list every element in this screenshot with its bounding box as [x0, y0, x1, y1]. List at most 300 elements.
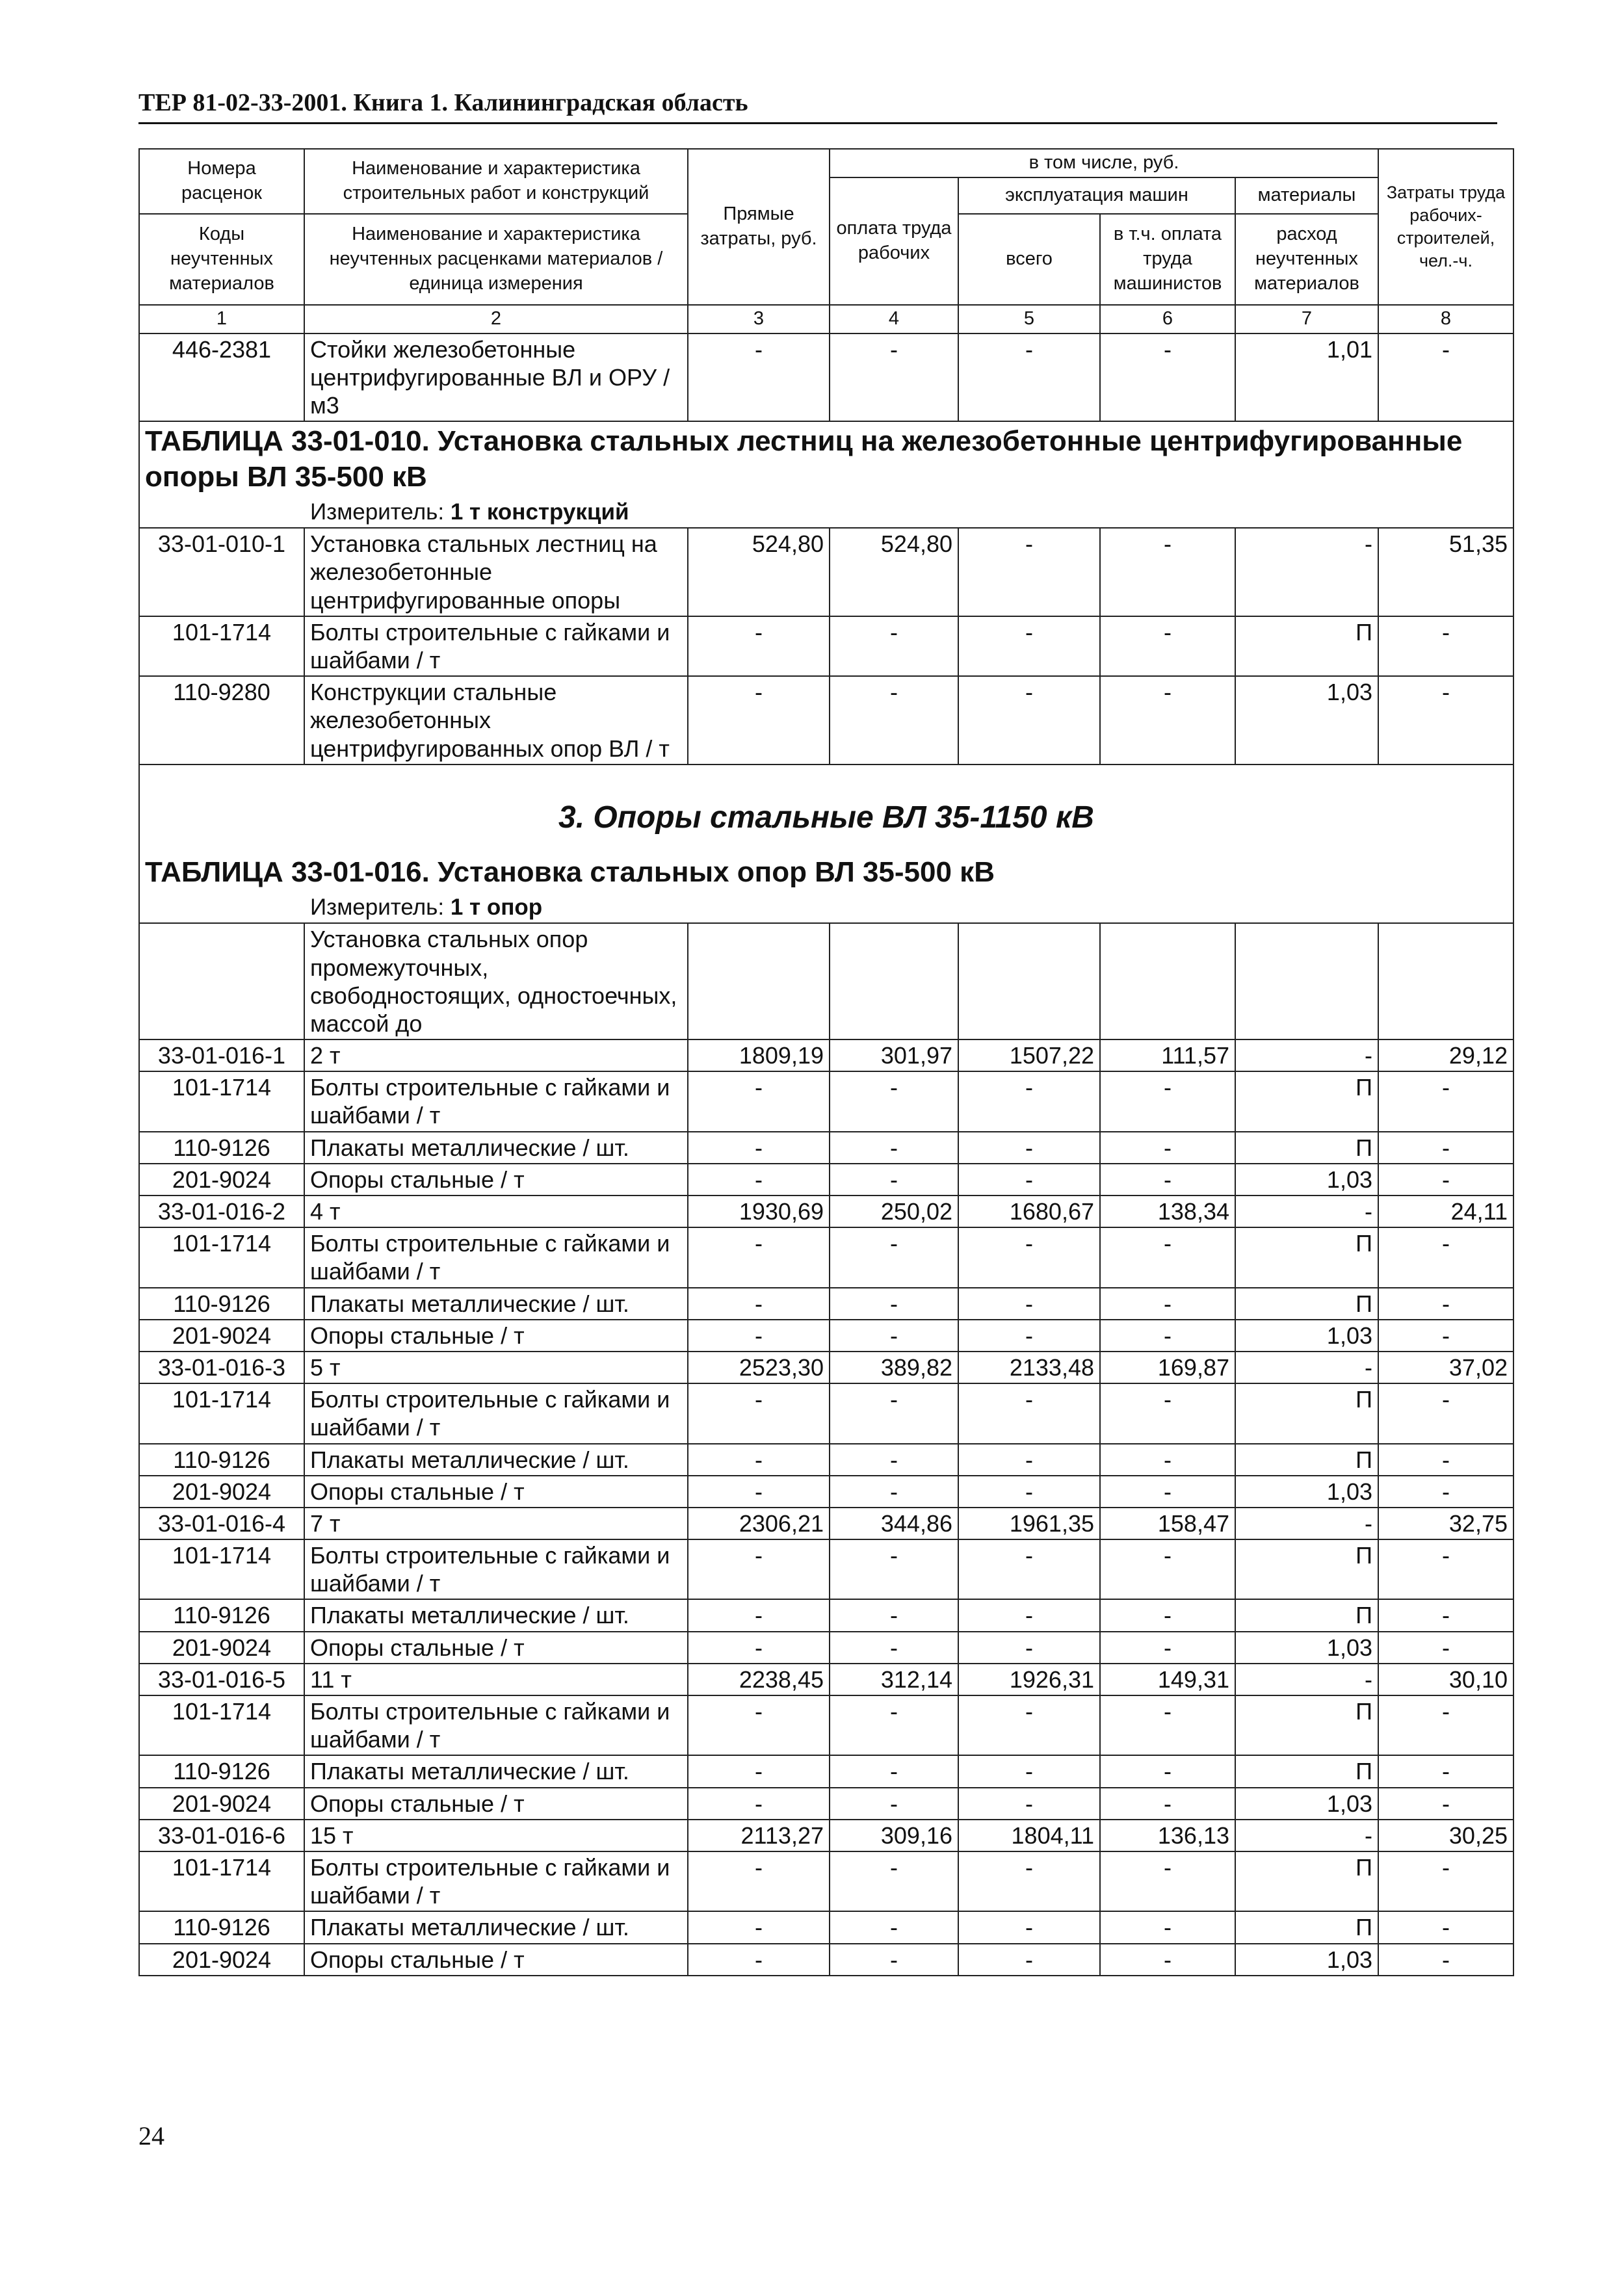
- col-number: 7: [1235, 305, 1378, 333]
- row-machinists: -: [1100, 1476, 1235, 1508]
- row-materials: П: [1235, 1288, 1378, 1320]
- row-labor: -: [830, 1695, 958, 1755]
- row-code: 33-01-016-2: [139, 1196, 304, 1227]
- row-machinists: -: [1100, 1851, 1235, 1911]
- row-name: Болты строительные с гайками и шайбами / т: [304, 1539, 688, 1599]
- row-labor: -: [830, 1288, 958, 1320]
- col-number: 5: [958, 305, 1100, 333]
- row-direct: -: [688, 1227, 830, 1287]
- row-labor: -: [830, 1071, 958, 1131]
- col-number: 3: [688, 305, 830, 333]
- row-code: 101-1714: [139, 1695, 304, 1755]
- row-direct: 1930,69: [688, 1196, 830, 1227]
- row-machines: -: [958, 1599, 1100, 1631]
- row-materials: 1,03: [1235, 1632, 1378, 1664]
- row-direct: -: [688, 1164, 830, 1196]
- row-machines: 1804,11: [958, 1820, 1100, 1851]
- table-010-title: ТАБЛИЦА 33-01-010. Установка стальных лестниц на железобетонные центрифугированные опоры ВЛ 35-500 кВ: [145, 425, 1463, 493]
- table-016-heading: [139, 765, 1513, 924]
- row-machines: -: [958, 1851, 1100, 1911]
- table-016-measure: [310, 894, 1508, 921]
- row-code: 33-01-016-3: [139, 1352, 304, 1383]
- table-row: [139, 1196, 1513, 1227]
- row-materials: П: [1235, 1383, 1378, 1443]
- table-row: [139, 1476, 1513, 1508]
- row-hours: -: [1378, 616, 1513, 676]
- row-code: 110-9126: [139, 1132, 304, 1164]
- row-labor: -: [830, 1444, 958, 1476]
- row-hours: 30,25: [1378, 1820, 1513, 1851]
- row-materials: П: [1235, 1851, 1378, 1911]
- row-machinists: -: [1100, 1444, 1235, 1476]
- row-labor: -: [830, 1944, 958, 1976]
- row-name: Болты строительные с гайками и шайбами / т: [304, 1227, 688, 1287]
- row-code: 446-2381: [139, 333, 304, 422]
- table-row: [139, 1071, 1513, 1131]
- row-name: Плакаты металлические / шт.: [304, 1132, 688, 1164]
- col-number: 8: [1378, 305, 1513, 333]
- table-row: [139, 1944, 1513, 1976]
- row-labor: -: [830, 1476, 958, 1508]
- row-direct: 2306,21: [688, 1508, 830, 1539]
- header-name-bottom: Наименование и характеристика неучтенных расценками материалов / единица измерения: [304, 214, 688, 305]
- row-hours: -: [1378, 1599, 1513, 1631]
- row-direct: 2113,27: [688, 1820, 830, 1851]
- row-name: Опоры стальные / т: [304, 1476, 688, 1508]
- row-name: 11 т: [304, 1664, 688, 1695]
- row-code: 201-9024: [139, 1632, 304, 1664]
- row-machines: -: [958, 1944, 1100, 1976]
- row-code: 33-01-016-1: [139, 1039, 304, 1071]
- row-hours: -: [1378, 1320, 1513, 1352]
- table-row: [139, 1632, 1513, 1664]
- row-direct: -: [688, 1383, 830, 1443]
- row-labor: -: [830, 1320, 958, 1352]
- row-machines: -: [958, 1755, 1100, 1787]
- measure-label: Измеритель:: [310, 895, 445, 921]
- table-row: [139, 1851, 1513, 1911]
- row-materials: П: [1235, 1599, 1378, 1631]
- row-machines: -: [958, 1383, 1100, 1443]
- row-direct: -: [688, 1695, 830, 1755]
- row-hours: -: [1378, 1539, 1513, 1599]
- table-row: [139, 1444, 1513, 1476]
- rate-group: [139, 1039, 1513, 1196]
- row-machinists: -: [1100, 676, 1235, 765]
- table-row: [139, 1132, 1513, 1164]
- table-row: [139, 1664, 1513, 1695]
- row-machinists: -: [1100, 1227, 1235, 1287]
- table-row: [139, 1755, 1513, 1787]
- row-code: 33-01-010-1: [139, 528, 304, 616]
- row-hours: -: [1378, 1755, 1513, 1787]
- row-name: 5 т: [304, 1352, 688, 1383]
- row-hours: -: [1378, 1476, 1513, 1508]
- row-hours: 24,11: [1378, 1196, 1513, 1227]
- row-hours: -: [1378, 1788, 1513, 1820]
- row-machinists: -: [1100, 1288, 1235, 1320]
- row-name: Установка стальных лестниц на железобетонные центрифугированные опоры: [304, 528, 688, 616]
- row-machinists: -: [1100, 1695, 1235, 1755]
- row-machinists: -: [1100, 1164, 1235, 1196]
- row-materials: 1,03: [1235, 1788, 1378, 1820]
- row-machinists: 158,47: [1100, 1508, 1235, 1539]
- row-machines: -: [958, 528, 1100, 616]
- row-machinists: -: [1100, 1383, 1235, 1443]
- row-labor: -: [830, 676, 958, 765]
- table-row: [139, 1039, 1513, 1071]
- row-hours: 29,12: [1378, 1039, 1513, 1071]
- row-direct: -: [688, 1071, 830, 1131]
- row-machinists: -: [1100, 1788, 1235, 1820]
- row-labor: -: [830, 1164, 958, 1196]
- row-hours: -: [1378, 1227, 1513, 1287]
- row-machinists: -: [1100, 1911, 1235, 1943]
- row-direct: -: [688, 1539, 830, 1599]
- row-code: 101-1714: [139, 1851, 304, 1911]
- row-labor: 344,86: [830, 1508, 958, 1539]
- row-machinists: -: [1100, 1539, 1235, 1599]
- row-name: 15 т: [304, 1820, 688, 1851]
- row-labor: 312,14: [830, 1664, 958, 1695]
- row-machines: -: [958, 333, 1100, 422]
- row-direct: -: [688, 1851, 830, 1911]
- row-direct: -: [688, 676, 830, 765]
- row-materials: 1,03: [1235, 1320, 1378, 1352]
- row-machinists: -: [1100, 616, 1235, 676]
- row-code: 110-9126: [139, 1599, 304, 1631]
- row-labor: -: [830, 1911, 958, 1943]
- row-hours: -: [1378, 1851, 1513, 1911]
- table-row: [139, 1820, 1513, 1851]
- row-machines: 2133,48: [958, 1352, 1100, 1383]
- row-name: Болты строительные с гайками и шайбами / т: [304, 616, 688, 676]
- row-hours: -: [1378, 1944, 1513, 1976]
- row-materials: П: [1235, 1539, 1378, 1599]
- rate-group: [139, 1820, 1513, 1976]
- table-row: [139, 1539, 1513, 1599]
- row-name: Стойки железобетонные центрифугированные ВЛ и ОРУ / м3: [304, 333, 688, 422]
- header-machines: эксплуатация машин: [958, 177, 1235, 214]
- row-labor: -: [830, 1383, 958, 1443]
- row-code: 101-1714: [139, 1227, 304, 1287]
- rates-table: [138, 148, 1514, 1976]
- row-materials: -: [1235, 1352, 1378, 1383]
- row-code: 110-9126: [139, 1444, 304, 1476]
- row-name: Опоры стальные / т: [304, 1632, 688, 1664]
- table-row: [139, 1227, 1513, 1287]
- row-materials: П: [1235, 1227, 1378, 1287]
- section-3: [139, 765, 1513, 1039]
- table-010-rows: [139, 528, 1513, 765]
- row-name: Болты строительные с гайками и шайбами / т: [304, 1851, 688, 1911]
- row-direct: -: [688, 1288, 830, 1320]
- row-hours: -: [1378, 1695, 1513, 1755]
- row-machines: -: [958, 1444, 1100, 1476]
- row-machines: -: [958, 1320, 1100, 1352]
- table-row: [139, 1383, 1513, 1443]
- row-code: 201-9024: [139, 1164, 304, 1196]
- row-direct: -: [688, 616, 830, 676]
- row-machines: -: [958, 1164, 1100, 1196]
- row-name: Конструкции стальные железобетонных центрифугированных опор ВЛ / т: [304, 676, 688, 765]
- row-code: 110-9126: [139, 1911, 304, 1943]
- row-labor: -: [830, 333, 958, 422]
- rate-group: [139, 1508, 1513, 1664]
- row-machinists: -: [1100, 1071, 1235, 1131]
- row-labor: -: [830, 1539, 958, 1599]
- table-row: [139, 1788, 1513, 1820]
- table-row: [139, 1695, 1513, 1755]
- measure-value: 1 т конструкций: [450, 499, 629, 525]
- row-machines: -: [958, 1695, 1100, 1755]
- row-machines: 1507,22: [958, 1039, 1100, 1071]
- row-hours: -: [1378, 1164, 1513, 1196]
- row-hours: 32,75: [1378, 1508, 1513, 1539]
- row-name: Опоры стальные / т: [304, 1788, 688, 1820]
- table-row: [139, 616, 1513, 676]
- row-labor: -: [830, 1227, 958, 1287]
- table-row: [139, 1288, 1513, 1320]
- row-code: 201-9024: [139, 1944, 304, 1976]
- page-header: ТЕР 81-02-33-2001. Книга 1. Калининградская область: [138, 90, 1497, 124]
- row-machines: -: [958, 1911, 1100, 1943]
- row-machines: -: [958, 676, 1100, 765]
- row-hours: -: [1378, 1632, 1513, 1664]
- row-hours: -: [1378, 676, 1513, 765]
- row-machinists: -: [1100, 528, 1235, 616]
- row-labor: -: [830, 1851, 958, 1911]
- header-name-top: Наименование и характеристика строительных работ и конструкций: [304, 149, 688, 214]
- header-unaccounted: расход неучтенных материалов: [1235, 214, 1378, 305]
- rate-group: [139, 1196, 1513, 1352]
- row-code: 110-9126: [139, 1288, 304, 1320]
- row-code: 110-9280: [139, 676, 304, 765]
- row-direct: -: [688, 1132, 830, 1164]
- row-materials: -: [1235, 1196, 1378, 1227]
- table-row: [139, 1599, 1513, 1631]
- row-direct: -: [688, 1444, 830, 1476]
- table-row: [139, 528, 1513, 616]
- table-row: [139, 333, 1513, 422]
- row-materials: 1,03: [1235, 1944, 1378, 1976]
- row-machines: -: [958, 1476, 1100, 1508]
- row-direct: -: [688, 1944, 830, 1976]
- row-materials: П: [1235, 1071, 1378, 1131]
- row-code: 110-9126: [139, 1755, 304, 1787]
- header-incl-machinists: в т.ч. оплата труда машинистов: [1100, 214, 1235, 305]
- row-labor: -: [830, 1788, 958, 1820]
- row-hours: -: [1378, 333, 1513, 422]
- row-name: Плакаты металлические / шт.: [304, 1911, 688, 1943]
- table-010-section: [139, 421, 1513, 528]
- row-machines: -: [958, 1632, 1100, 1664]
- table-016-intro: Установка стальных опор промежуточных, свободностоящих, одностоечных, массой до: [304, 923, 688, 1039]
- row-machinists: -: [1100, 1944, 1235, 1976]
- row-code: 33-01-016-5: [139, 1664, 304, 1695]
- row-materials: -: [1235, 1820, 1378, 1851]
- row-materials: 1,01: [1235, 333, 1378, 422]
- row-materials: 1,03: [1235, 676, 1378, 765]
- section-3-title: 3. Опоры стальные ВЛ 35-1150 кВ: [558, 800, 1094, 835]
- col-number: 6: [1100, 305, 1235, 333]
- row-machines: 1926,31: [958, 1664, 1100, 1695]
- row-hours: -: [1378, 1288, 1513, 1320]
- row-machines: -: [958, 1132, 1100, 1164]
- row-code: 101-1714: [139, 1071, 304, 1131]
- table-010-measure: [310, 499, 1508, 526]
- row-machinists: 136,13: [1100, 1820, 1235, 1851]
- header-total: всего: [958, 214, 1100, 305]
- row-direct: 1809,19: [688, 1039, 830, 1071]
- row-code: 101-1714: [139, 616, 304, 676]
- row-machines: -: [958, 1227, 1100, 1287]
- header-labor-costs: Затраты труда рабочих-строителей, чел.-ч.: [1378, 149, 1513, 305]
- row-hours: -: [1378, 1444, 1513, 1476]
- row-materials: 1,03: [1235, 1476, 1378, 1508]
- row-name: Плакаты металлические / шт.: [304, 1288, 688, 1320]
- row-materials: П: [1235, 1132, 1378, 1164]
- table-010-heading: [139, 421, 1513, 528]
- row-hours: -: [1378, 1132, 1513, 1164]
- measure-value: 1 т опор: [450, 895, 543, 921]
- row-machines: -: [958, 1788, 1100, 1820]
- table-row: [139, 1164, 1513, 1196]
- header-including: в том числе, руб.: [830, 149, 1378, 177]
- row-materials: 1,03: [1235, 1164, 1378, 1196]
- row-machines: -: [958, 1071, 1100, 1131]
- row-code: 33-01-016-6: [139, 1820, 304, 1851]
- row-labor: -: [830, 1599, 958, 1631]
- row-materials: П: [1235, 1911, 1378, 1943]
- table-row: [139, 676, 1513, 765]
- row-materials: -: [1235, 1039, 1378, 1071]
- row-materials: П: [1235, 1695, 1378, 1755]
- row-labor: -: [830, 1755, 958, 1787]
- row-direct: -: [688, 1632, 830, 1664]
- row-machinists: -: [1100, 1132, 1235, 1164]
- row-materials: -: [1235, 528, 1378, 616]
- row-direct: -: [688, 1788, 830, 1820]
- row-code: 201-9024: [139, 1320, 304, 1352]
- row-direct: 2523,30: [688, 1352, 830, 1383]
- row-labor: -: [830, 1632, 958, 1664]
- table-row: [139, 1320, 1513, 1352]
- row-direct: -: [688, 1911, 830, 1943]
- table-header: [139, 149, 1513, 333]
- col-number: 4: [830, 305, 958, 333]
- row-hours: 51,35: [1378, 528, 1513, 616]
- table-016-intro-row: [139, 923, 1513, 1039]
- row-materials: -: [1235, 1508, 1378, 1539]
- row-machines: 1961,35: [958, 1508, 1100, 1539]
- row-name: 2 т: [304, 1039, 688, 1071]
- row-machinists: -: [1100, 1755, 1235, 1787]
- row-direct: -: [688, 1599, 830, 1631]
- row-machines: -: [958, 616, 1100, 676]
- rate-group: [139, 1664, 1513, 1820]
- row-hours: 30,10: [1378, 1664, 1513, 1695]
- row-hours: -: [1378, 1383, 1513, 1443]
- row-name: Болты строительные с гайками и шайбами / т: [304, 1071, 688, 1131]
- row-name: Болты строительные с гайками и шайбами / т: [304, 1383, 688, 1443]
- table-row: [139, 1911, 1513, 1943]
- row-name: Плакаты металлические / шт.: [304, 1755, 688, 1787]
- header-labor-pay: оплата труда рабочих: [830, 177, 958, 305]
- row-machinists: 149,31: [1100, 1664, 1235, 1695]
- row-labor: 250,02: [830, 1196, 958, 1227]
- row-code: 201-9024: [139, 1788, 304, 1820]
- row-labor: 389,82: [830, 1352, 958, 1383]
- row-materials: П: [1235, 1444, 1378, 1476]
- row-labor: 309,16: [830, 1820, 958, 1851]
- header-rates-numbers: Номера расценок: [139, 149, 304, 214]
- row-name: Опоры стальные / т: [304, 1164, 688, 1196]
- row-name: Опоры стальные / т: [304, 1944, 688, 1976]
- row-hours: -: [1378, 1071, 1513, 1131]
- row-code: 33-01-016-4: [139, 1508, 304, 1539]
- row-materials: П: [1235, 616, 1378, 676]
- row-code: 201-9024: [139, 1476, 304, 1508]
- table-row: [139, 1352, 1513, 1383]
- row-name: 4 т: [304, 1196, 688, 1227]
- row-direct: 2238,45: [688, 1664, 830, 1695]
- row-machinists: 138,34: [1100, 1196, 1235, 1227]
- header-materials: материалы: [1235, 177, 1378, 214]
- row-machinists: -: [1100, 1599, 1235, 1631]
- column-numbers-row: [139, 305, 1513, 333]
- row-machinists: -: [1100, 1320, 1235, 1352]
- row-code: 101-1714: [139, 1383, 304, 1443]
- row-name: Плакаты металлические / шт.: [304, 1599, 688, 1631]
- row-name: 7 т: [304, 1508, 688, 1539]
- row-machinists: -: [1100, 333, 1235, 422]
- col-number: 2: [304, 305, 688, 333]
- top-rows: [139, 333, 1513, 422]
- row-materials: П: [1235, 1755, 1378, 1787]
- measure-label: Измеритель:: [310, 499, 445, 525]
- row-direct: -: [688, 1755, 830, 1787]
- row-hours: 37,02: [1378, 1352, 1513, 1383]
- row-name: Болты строительные с гайками и шайбами / т: [304, 1695, 688, 1755]
- col-number: 1: [139, 305, 304, 333]
- row-labor: -: [830, 1132, 958, 1164]
- row-direct: -: [688, 333, 830, 422]
- row-materials: -: [1235, 1664, 1378, 1695]
- table-016-title: ТАБЛИЦА 33-01-016. Установка стальных опор ВЛ 35-500 кВ: [145, 856, 995, 889]
- row-direct: -: [688, 1476, 830, 1508]
- row-labor: 524,80: [830, 528, 958, 616]
- row-machinists: -: [1100, 1632, 1235, 1664]
- row-name: Опоры стальные / т: [304, 1320, 688, 1352]
- page-number: 24: [138, 2121, 164, 2150]
- table-row: [139, 1508, 1513, 1539]
- rate-group: [139, 1352, 1513, 1508]
- row-code: 101-1714: [139, 1539, 304, 1599]
- row-labor: 301,97: [830, 1039, 958, 1071]
- row-direct: -: [688, 1320, 830, 1352]
- row-hours: -: [1378, 1911, 1513, 1943]
- row-machines: -: [958, 1539, 1100, 1599]
- header-direct-costs: Прямые затраты, руб.: [688, 149, 830, 305]
- row-labor: -: [830, 616, 958, 676]
- row-machines: 1680,67: [958, 1196, 1100, 1227]
- header-codes: Коды неучтенных материалов: [139, 214, 304, 305]
- row-name: Плакаты металлические / шт.: [304, 1444, 688, 1476]
- row-direct: 524,80: [688, 528, 830, 616]
- row-machines: -: [958, 1288, 1100, 1320]
- row-machinists: 111,57: [1100, 1039, 1235, 1071]
